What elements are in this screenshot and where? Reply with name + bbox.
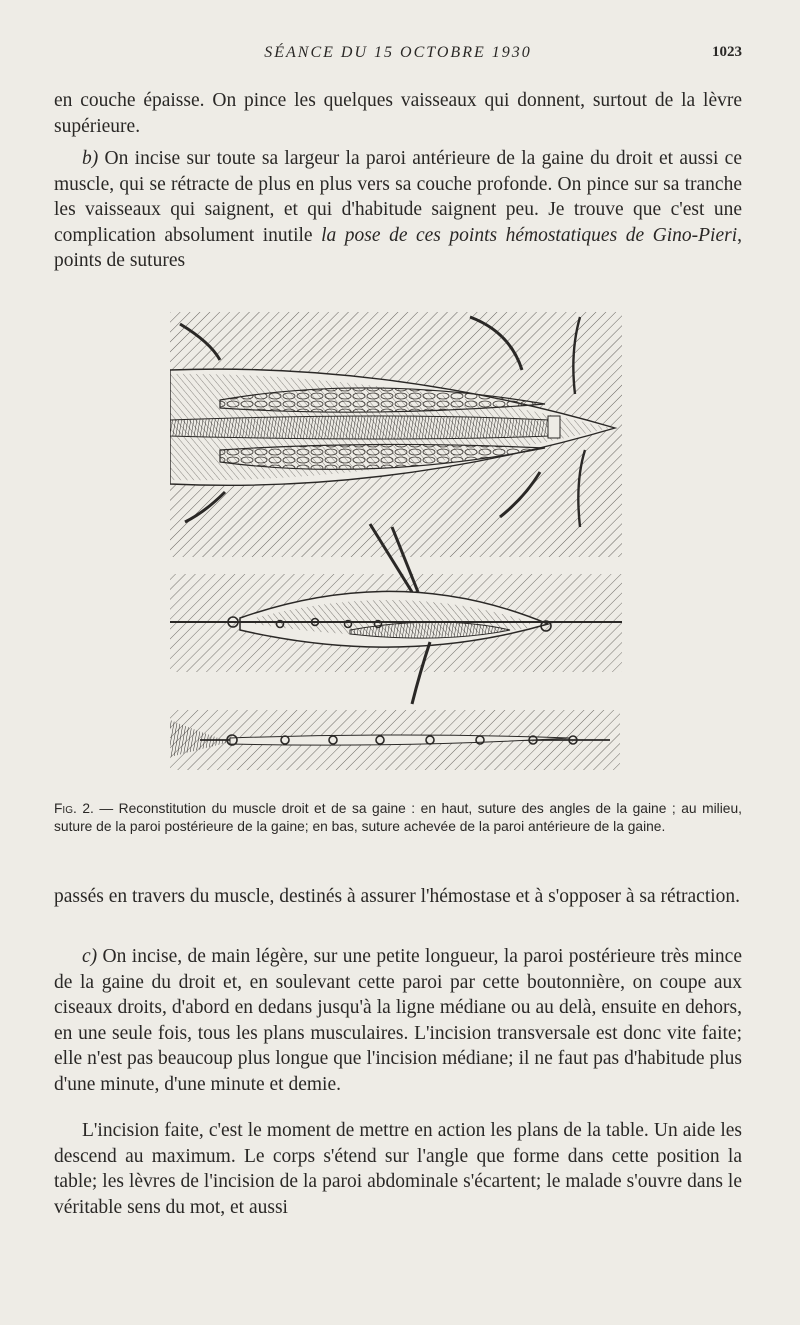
paragraph-c	[54, 944, 742, 1097]
paragraph-continuation-2	[54, 884, 742, 910]
paragraph-b-italic: la pose de ces points hémostatiques de Gino-Pieri	[321, 224, 738, 246]
figure-caption	[54, 800, 742, 836]
running-title: SÉANCE DU 15 OCTOBRE 1930	[264, 44, 532, 61]
paragraph-b-label: b)	[82, 148, 99, 169]
paragraph-c-text: On incise, de main légère, sur une petite longueur, la paroi postérieure très mince de la gaine du droit et, en soulevant cette paroi par cette boutonnière, on coupe aux ciseaux droits, d'abord en dedans jusqu'à la ligne médiane ou au delà, ensuite en dehors, en une seule fois, tous les plans musculaires. L'incision transversale est donc vite faite; elle n'est pas beaucoup plus longue que l'incision médiane; il ne faut pas d'habitude plus d'une minute, d'une minute et demie.	[54, 946, 742, 1095]
figure-caption-text: — Reconstitution du muscle droit et de sa gaine : en haut, suture des angles de la gaine ; au milieu, suture de la paroi postérieure de la gaine; en bas, suture achevée de la paroi antérieure de la gaine.	[54, 801, 742, 834]
figure-label: Fig. 2.	[54, 801, 94, 816]
paragraph-5-text: L'incision faite, c'est le moment de mettre en action les plans de la table. Un aide les descend au maximum. Le corps s'étend sur l'angle que forme dans cette position la table; les lèvres de l'incision de la paroi abdominale s'écartent; le malade s'ouvre dans le véritable sens du mot, et aussi	[54, 1120, 742, 1218]
paragraph-b-text-b: , points de sutures	[54, 224, 742, 271]
surgical-illustration	[170, 312, 625, 774]
paragraph-table	[54, 1118, 742, 1220]
paragraph-1-text: en couche épaisse. On pince les quelques vaisseaux qui donnent, surtout de la lèvre supérieure.	[54, 90, 742, 137]
paragraph-continuation	[54, 88, 742, 139]
paragraph-b	[54, 146, 742, 274]
page-number: 1023	[712, 44, 742, 60]
top-panel	[170, 312, 622, 557]
paragraph-b-text-a: On incise sur toute sa largeur la paroi antérieure de la gaine du droit et aussi ce muscle, qui se rétracte de plus en plus vers sa couche profonde. On pince sur sa tranche les vaisseaux qui saignent, et qui d'habitude saignent peu. Je trouve que c'est une complication absolument inutile	[54, 148, 742, 246]
bottom-panel	[170, 710, 620, 770]
paragraph-c-label: c)	[82, 946, 98, 967]
running-header	[54, 44, 742, 68]
paragraph-3-text: passés en travers du muscle, destinés à assurer l'hémostase et à s'opposer à sa rétraction.	[54, 886, 741, 907]
